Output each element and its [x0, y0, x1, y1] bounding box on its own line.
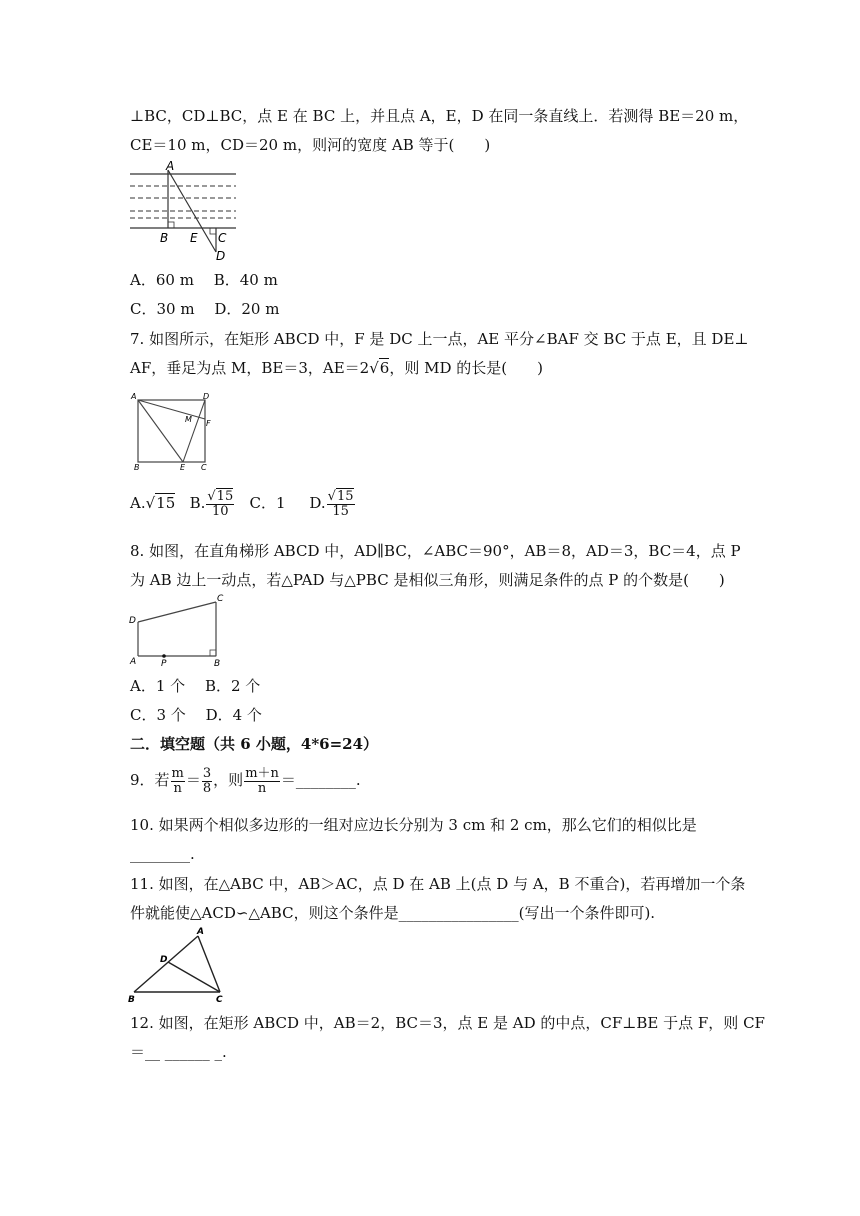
triangle-figure [126, 924, 230, 1006]
fig11-label-b: B [128, 995, 135, 1005]
q6-options-row2 [130, 299, 279, 319]
q8-option-c: C．3 个 [130, 706, 186, 724]
q7-line2 [130, 358, 543, 378]
fig8-label-a: A [130, 657, 137, 667]
river-figure [128, 160, 238, 264]
q11-line1: 11. 如图，在△ABC 中，AB＞AC，点 D 在 AB 上(点 D 与 A，B 不重合)，若再增加一个条 [130, 875, 746, 893]
q6-option-c: C．30 m [130, 300, 195, 318]
q8-option-d: D．4 个 [205, 706, 262, 724]
q8-options-row1 [130, 676, 260, 696]
q7-line2-rad: 6 [379, 359, 390, 377]
q11-line2: 件就能使△ACD∽△ABC，则这个条件是________________(写出一个条件即可). [130, 904, 656, 922]
fig7-label-b: B [134, 463, 140, 472]
radical-sign: √ [369, 359, 379, 377]
q7-option-b: B. $\frac{√15}{10}$ [189, 488, 234, 519]
q10-line1: 10. 如果两个相似多边形的一组对应边长分别为 3 cm 和 2 cm，那么它们的相似比是 [130, 816, 697, 834]
fig8-label-b: B [214, 659, 221, 668]
fig7-label-d: D [203, 392, 210, 401]
q9-frac-3-8: $\frac{3}{8}$ [202, 765, 212, 796]
fig6-label-e: E [190, 231, 198, 245]
fig11-label-a: A [197, 927, 204, 937]
fig6-label-b: B [160, 231, 169, 245]
q8-line1: 8. 如图，在直角梯形 ABCD 中，AD∥BC，∠ABC＝90°，AB＝8，AD＝3，BC＝4，点 P [130, 542, 741, 560]
fig6-label-a: A [166, 160, 175, 173]
q7-option-a: A.√15 [130, 494, 176, 512]
q6-option-a: A．60 m [130, 271, 194, 289]
q12-line2: ＝__ ______ _. [130, 1043, 227, 1061]
fig7-label-m: M [185, 415, 192, 424]
fig7-label-c: C [201, 463, 207, 472]
section-heading: 二．填空题（共 6 小题，4*6=24） [130, 735, 379, 753]
trapezoid-figure [128, 592, 232, 668]
fig7-label-f: F [206, 419, 211, 428]
q9-line: 9．若 $\frac{m}{n}$ ＝ $\frac{3}{8}$ ，则 $\frac{m+n}{n}$ ＝________. [130, 765, 361, 796]
q8-option-b: B．2 个 [204, 677, 261, 695]
q10-line2: ________. [130, 845, 195, 863]
fig8-label-p: P [161, 659, 167, 668]
fig11-label-c: C [216, 995, 223, 1005]
q6-option-d: D．20 m [214, 300, 280, 318]
q9-frac-m-n: $\frac{m}{n}$ [171, 765, 184, 796]
rectangle-figure [130, 390, 215, 474]
fig8-label-c: C [217, 594, 224, 604]
q8-line2: 为 AB 边上一动点，若△PAD 与△PBC 是相似三角形，则满足条件的点 P 的个数是( ) [130, 571, 725, 589]
fig6-label-d: D [216, 249, 226, 263]
fig7-label-a: A [131, 392, 137, 401]
q6-option-b: B．40 m [213, 271, 278, 289]
fig7-label-e: E [180, 463, 186, 472]
q9-frac-mn-n: $\frac{m+n}{n}$ [245, 765, 279, 796]
q7-option-d: D. $\frac{√15}{15}$ [309, 488, 354, 519]
q7-option-c: C．1 [249, 494, 286, 512]
q12-line1: 12. 如图，在矩形 ABCD 中，AB＝2，BC＝3，点 E 是 AD 的中点，CF⊥BE 于点 F，则 CF [130, 1014, 765, 1032]
q7-options [130, 488, 356, 519]
q6-line1: ⊥BC，CD⊥BC，点 E 在 BC 上，并且点 A，E，D 在同一条直线上．若测得 BE＝20 m， [130, 107, 749, 125]
q8-option-a: A．1 个 [130, 677, 186, 695]
q7-line2-pre: AF，垂足为点 M，BE＝3，AE＝2 [130, 359, 370, 377]
fig11-label-d: D [160, 955, 168, 965]
q6-line2: CE＝10 m，CD＝20 m，则河的宽度 AB 等于( ) [130, 136, 491, 154]
fig8-label-d: D [129, 616, 136, 626]
q7-line2-post: ，则 MD 的长是( ) [389, 359, 543, 377]
q6-options-row1 [130, 270, 278, 290]
q8-options-row2 [130, 705, 262, 725]
fig6-label-c: C [218, 231, 227, 245]
q7-line1: 7. 如图所示，在矩形 ABCD 中，F 是 DC 上一点，AE 平分∠BAF 交 BC 于点 E，且 DE⊥ [130, 330, 749, 348]
